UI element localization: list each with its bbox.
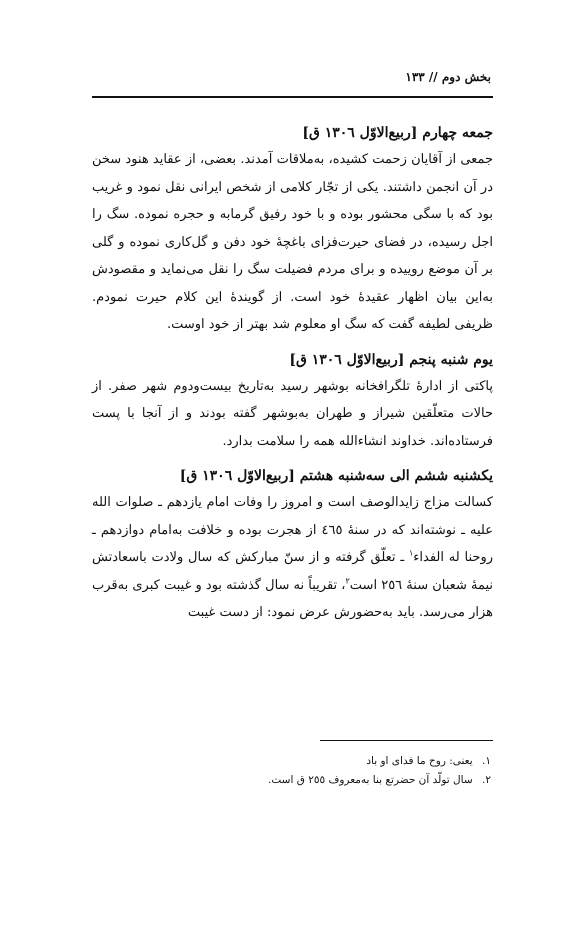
entry-title: یوم شنبه پنجم [ربیع‌الاوّل ۱۳۰٦ ق] (289, 351, 493, 368)
footnote-number: ۱. (482, 755, 491, 767)
footnote-1 (191, 752, 491, 771)
diary-entry-friday (92, 120, 493, 339)
entry-text: پاکتی از ادارهٔ تلگرافخانه بوشهر رسید به‌تاریخ بیست‌ودوم شهر صفر. از حالات متعلّقین شیراز و طهران به‌بوشهر گفته بودند و از آنجا با پست فرستاده‌اند. خداوند انشاءالله همه را سلامت بدارد. (92, 378, 493, 449)
footnote-text: سال تولّد آن حضرتع بنا به‌معروف ۲٥٥ ق است. (268, 774, 473, 786)
running-head (405, 70, 491, 84)
footnote-text: یعنی: روح ما فدای او باد (366, 755, 473, 767)
entry-text-part: ، تقریباً نه سال گذشته بود و غیبت کبری به‌قرب هزار می‌رسد. باید به‌حضورش عرض نمود: از دست غیبت (92, 577, 493, 620)
entry-text-part: ـ تعلّق گرفته و از سنّ مبارکش که سال ولادت باسعادتش نیمهٔ شعبان سنهٔ ۲٥٦ است (92, 550, 493, 593)
footnote-2 (191, 771, 491, 790)
header-separator: // (428, 70, 438, 84)
footnote-number: ۲. (482, 774, 491, 786)
section-name: بخش دوم (441, 70, 491, 84)
entry-text (92, 489, 493, 627)
page-number: ۱۳۳ (405, 70, 425, 84)
page-body (92, 120, 493, 635)
entry-text: جمعی از آقایان زحمت کشیده، به‌ملاقات آمدند. بعضی، از عقاید هنود سخن در آن انجمن داشتند. یکی از تجّار کلامی از شخص ایرانی نقل نمود و غریب بود که با سگی محشور بوده و با خود رفیق گرمابه و حجره نموده. سگ را اجل رسیده، در فضای حیرت‌فزای باغچهٔ خود دفن و گل‌کاری نموده و گلی بر آن موضع روییده و برای مردم فضیلت سگ را نقل می‌نماید و مقصودش به‌این بیان اظهار عقیدهٔ خود است. از گویندهٔ این کلام حیرت نمودم. ظریفی لطیفه گفت که سگ او معلوم شد بهتر از خود اوست. (92, 152, 493, 332)
footnote-rule (320, 740, 493, 741)
header-rule (92, 96, 493, 98)
entry-title: جمعه چهارم [ربیع‌الاوّل ۱۳۰٦ ق] (302, 125, 493, 141)
diary-entry-saturday (92, 347, 493, 456)
footnote-ref-1[interactable]: ۱ (408, 548, 414, 558)
entry-text-part: کسالت مزاج زایدالوصف است و امروز را وفات امام یازدهم ـ صلوات الله علیه ـ نوشته‌اند که در سنهٔ ٤٦٥ از هجرت بوده و خلافت به‌امام دوازدهم ـ روحنا له الفداء (92, 495, 493, 565)
footnotes (191, 752, 491, 790)
entry-title: یکشنبه ششم الی سه‌شنبه هشتم [ربیع‌الاوّل ۱۳۰٦ ق] (179, 468, 493, 484)
footnote-ref-2[interactable]: ۲ (345, 576, 350, 586)
diary-entry-sunday-tuesday (92, 463, 493, 627)
